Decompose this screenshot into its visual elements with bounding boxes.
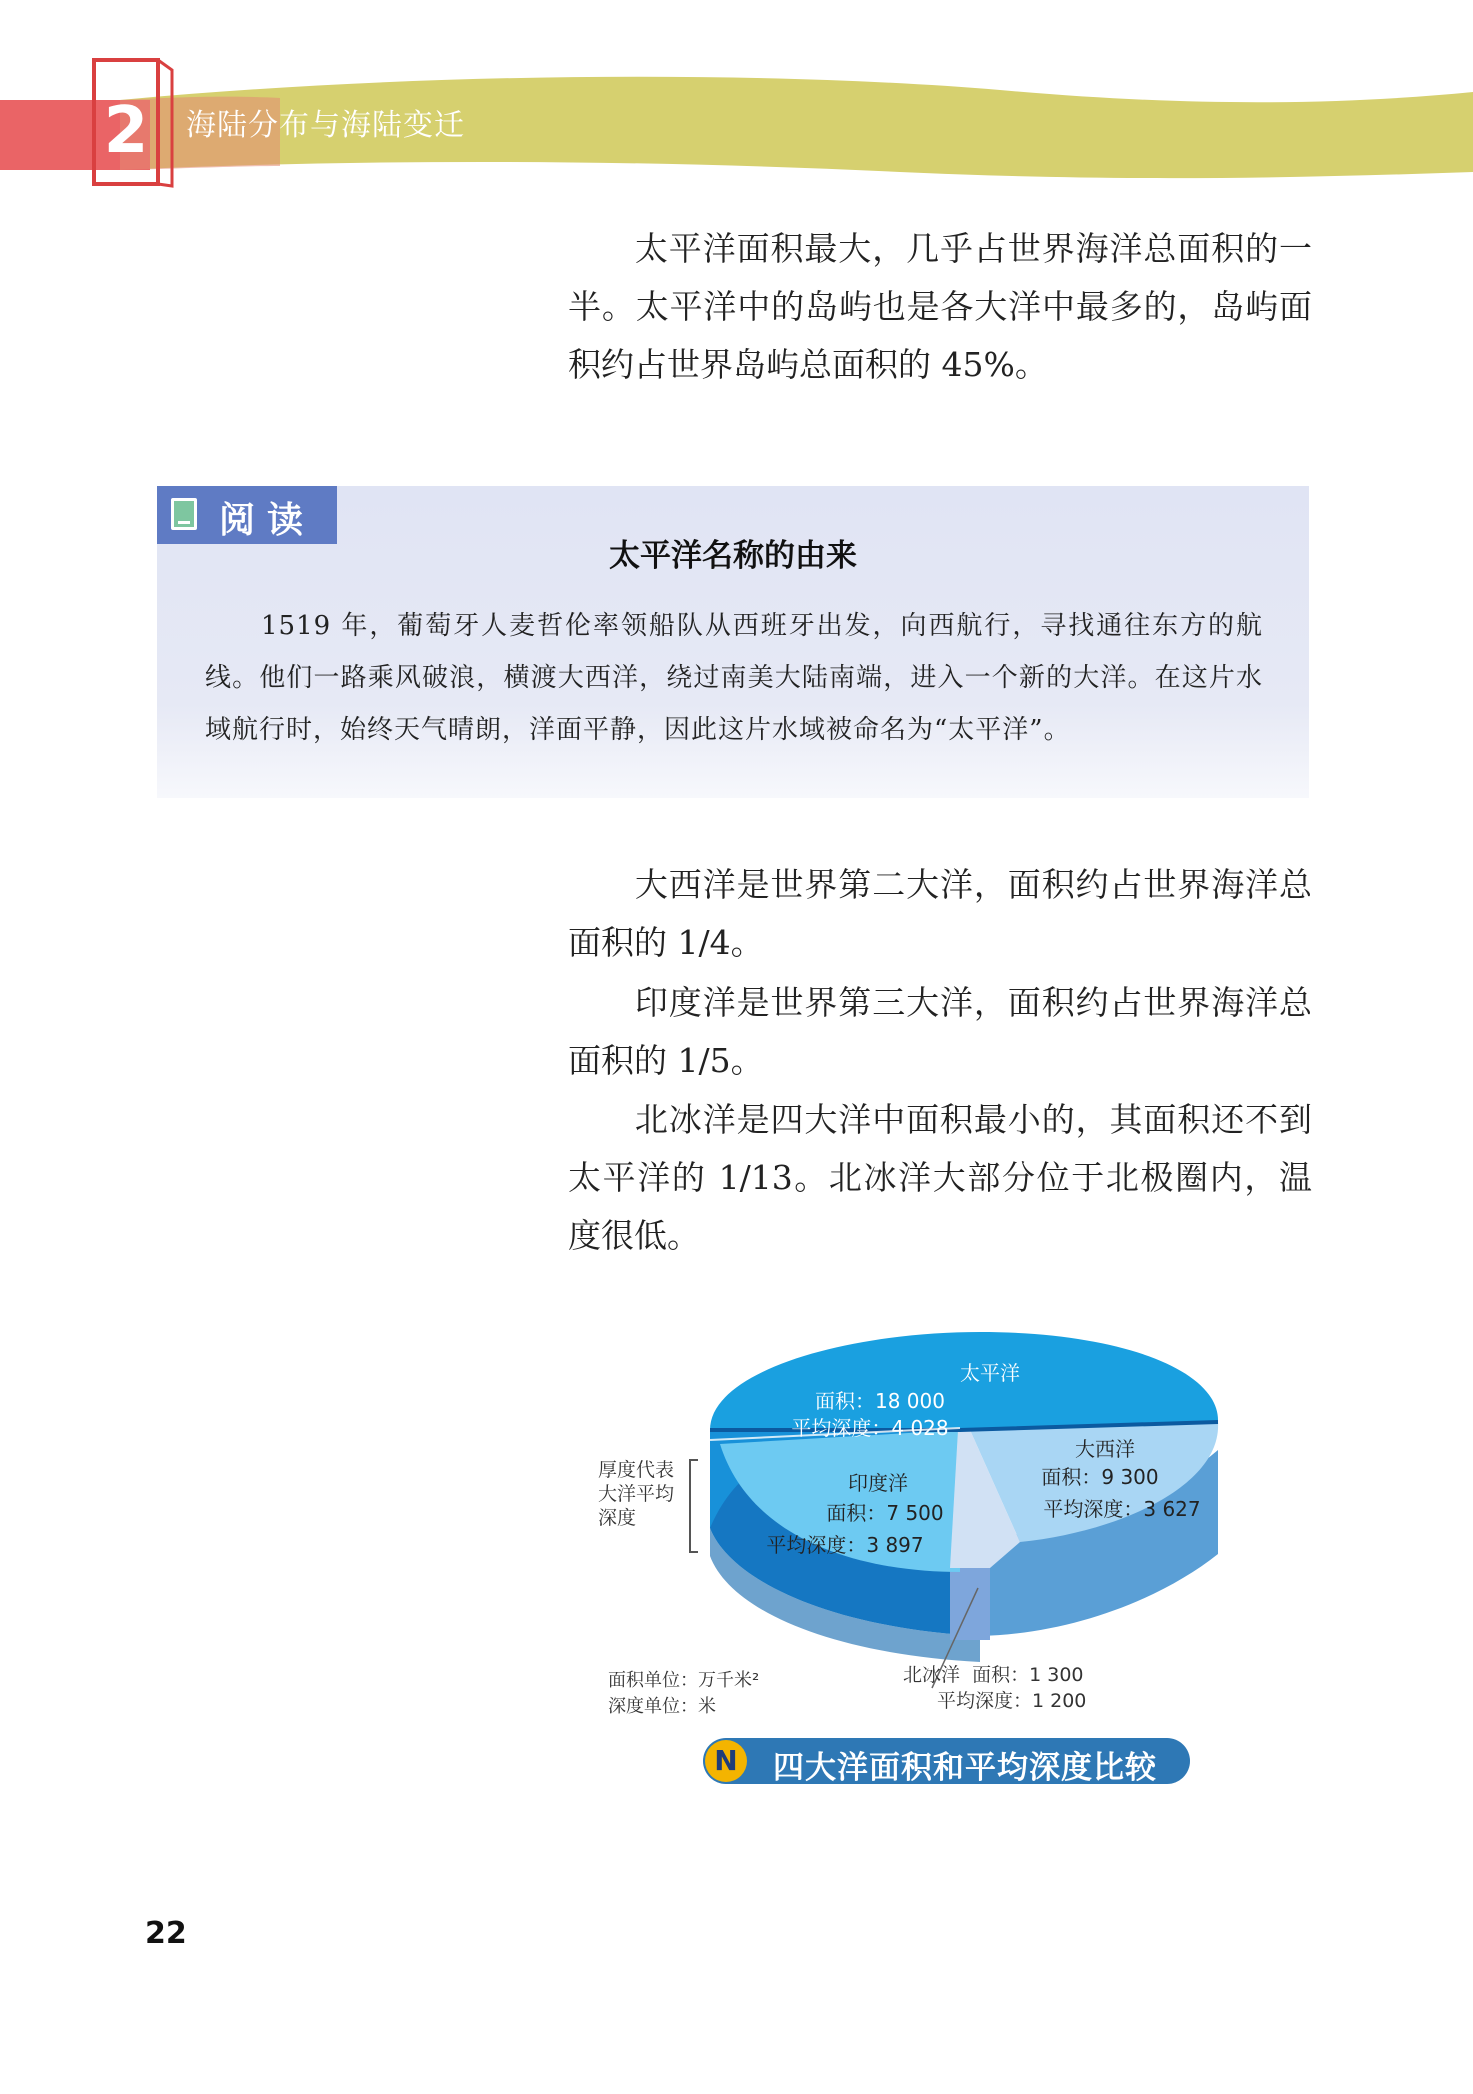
label-atlantic-area: 面积：9 300 [1041,1465,1159,1489]
label-pacific-name: 太平洋 [960,1361,1020,1385]
chapter-number: 2 [103,94,149,168]
thickness-bracket [690,1460,698,1552]
depth-unit: 深度单位：米 [608,1696,716,1717]
reading-tag-label: 阅读 [219,500,316,541]
label-atlantic-depth: 平均深度：3 627 [1043,1497,1201,1521]
paragraph-atlantic [568,856,1312,972]
paragraph-indian [568,974,1312,1090]
paragraph-arctic [568,1091,1312,1265]
chapter-title: 海陆分布与海陆变迁 [186,108,465,143]
label-arctic-depth: 平均深度：1 200 [937,1690,1087,1712]
unit-block [608,1668,759,1720]
label-arctic-name: 北冰洋 [903,1664,961,1686]
label-indian-name: 印度洋 [848,1471,908,1495]
figure-caption [703,1738,1190,1784]
paragraph-atlantic-text: 大西洋是世界第二大洋，面积约占世界海洋总面积的 1/4。 [568,865,1312,962]
book-icon [171,498,197,530]
label-arctic-area: 面积：1 300 [972,1664,1084,1686]
paragraph-arctic-text: 北冰洋是四大洋中面积最小的，其面积还不到太平洋的 1/13。北冰洋大部分位于北极圈内，温度很低。 [568,1100,1312,1255]
label-pacific-depth: 平均深度：4 028 [791,1416,949,1440]
page-number: 22 [145,1916,187,1951]
area-unit: 面积单位：万千米² [608,1670,760,1691]
label-indian-area: 面积：7 500 [826,1501,944,1525]
label-pacific-area: 面积：18 000 [815,1389,945,1413]
paragraph-indian-text: 印度洋是世界第三大洋，面积约占世界海洋总面积的 1/5。 [568,983,1312,1080]
thickness-legend: 厚度代表大洋平均深度 [598,1459,675,1529]
paragraph-pacific-text: 太平洋面积最大，几乎占世界海洋总面积的一半。太平洋中的岛屿也是各大洋中最多的，岛屿面积约占世界岛屿总面积的 45%。 [568,229,1312,384]
reading-text-body: 1519 年，葡萄牙人麦哲伦率领船队从西班牙出发，向西航行，寻找通往东方的航线。他们一路乘风破浪，横渡大西洋，绕过南美大陆南端，进入一个新的大洋。在这片水域航行时，始终天气晴朗，洋面平静，因此这片水域被命名为“太平洋”。 [205,611,1263,745]
figure-badge: N [705,1740,747,1782]
reading-title: 太平洋名称的由来 [609,538,857,574]
arctic-label [903,1662,1086,1714]
paragraph-pacific [568,220,1312,394]
figure-caption-text: 四大洋面积和平均深度比较 [773,1750,1157,1786]
label-indian-depth: 平均深度：3 897 [766,1533,924,1557]
reading-text [205,600,1263,756]
label-atlantic-name: 大西洋 [1075,1437,1135,1461]
